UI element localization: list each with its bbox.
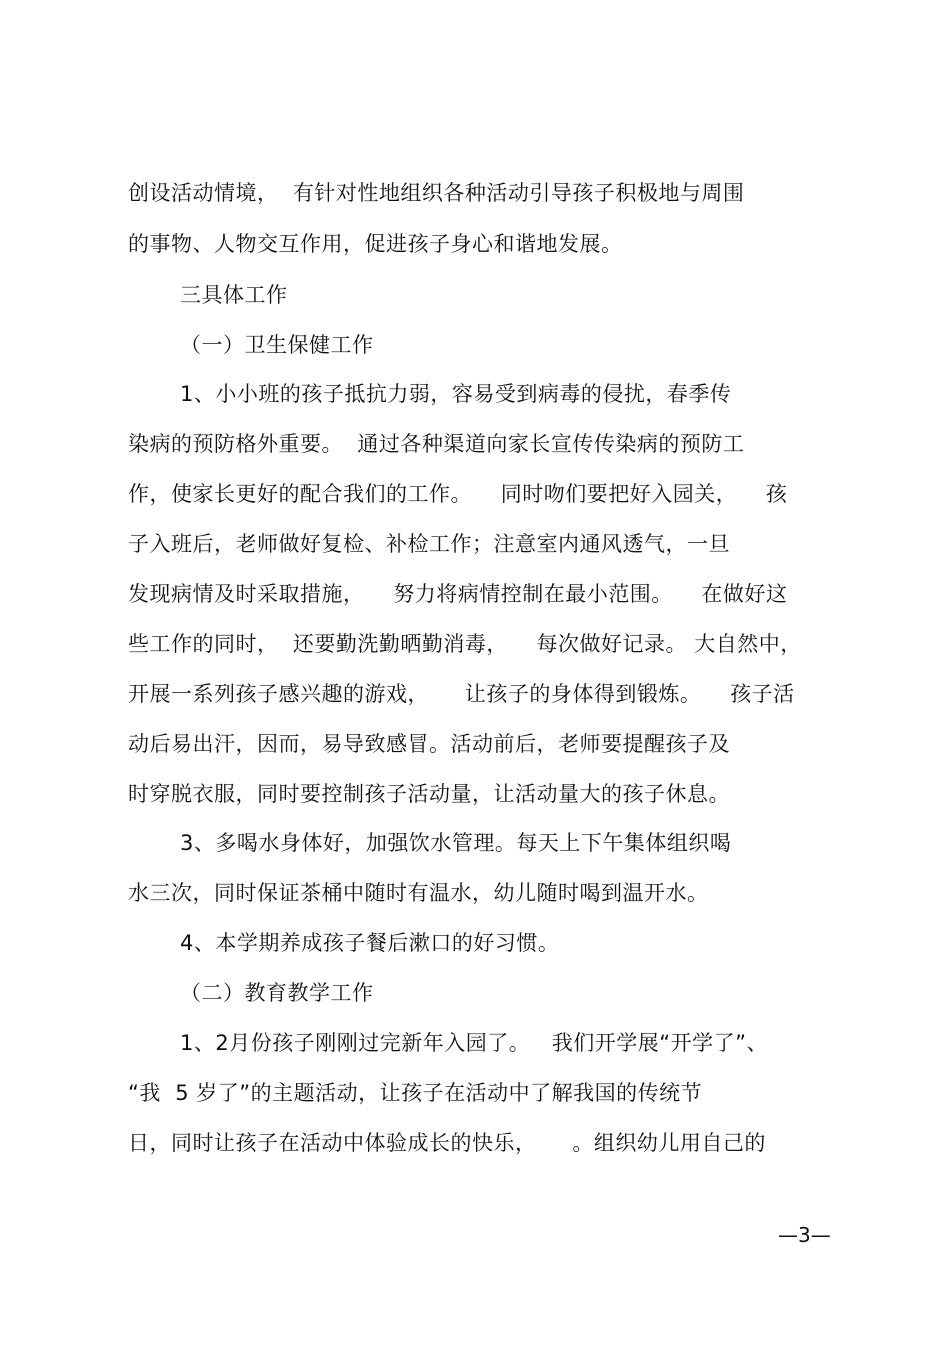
text-line-10: 些工作的同时， 还要勤洗勤晒勤消毒， 每次做好记录。 大自然中， [128, 632, 802, 656]
text-line-11: 开展一系列孩子感兴趣的游戏， 让孩子的身体得到锻炼。 孩子活 [128, 682, 795, 706]
text-line-20: 日，同时让孩子在活动中体验成长的快乐， 。组织幼儿用自己的 [128, 1131, 766, 1155]
text-line-14: 3、多喝水身体好，加强饮水管理。每天上下午集体组织喝 [180, 831, 732, 855]
text-line-13: 时穿脱衣服，同时要控制孩子活动量，让活动量大的孩子休息。 [128, 782, 730, 806]
text-line-2: 的事物、人物交互作用，促进孩子身心和谐地发展。 [128, 232, 623, 256]
text-line-7: 作，使家长更好的配合我们的工作。 同时吻们要把好入园关， 孩 [128, 482, 788, 506]
text-line-18: 1、2月份孩子刚刚过完新年入园了。 我们开学展“开学了”、 [180, 1031, 769, 1055]
text-line-19: “我 5 岁了”的主题活动，让孩子在活动中了解我国的传统节 [128, 1081, 703, 1105]
text-line-6: 染病的预防格外重要。 通过各种渠道向家长宣传传染病的预防工 [128, 432, 745, 456]
text-line-15: 水三次，同时保证茶桶中随时有温水，幼儿随时喝到温开水。 [128, 881, 709, 905]
text-line-8: 子入班后，老师做好复检、补检工作；注意室内通风透气，一旦 [128, 532, 730, 556]
subsection-heading-health: （一）卫生保健工作 [180, 333, 374, 357]
text-line-9: 发现病情及时采取措施， 努力将病情控制在最小范围。 在做好这 [128, 582, 788, 606]
subsection-heading-teaching: （二）教育教学工作 [180, 981, 374, 1005]
text-line-1: 创设活动情境， 有针对性地组织各种活动引导孩子积极地与周围 [128, 181, 745, 205]
section-heading: 三具体工作 [180, 283, 288, 307]
text-line-5: 1、小小班的孩子抵抗力弱，容易受到病毒的侵扰，春季传 [180, 382, 732, 406]
page-number: —3— [778, 1223, 831, 1247]
text-line-12: 动后易出汗，因而，易导致感冒。活动前后，老师要提醒孩子及 [128, 732, 730, 756]
text-line-16: 4、本学期养成孩子餐后漱口的好习惯。 [180, 931, 560, 955]
